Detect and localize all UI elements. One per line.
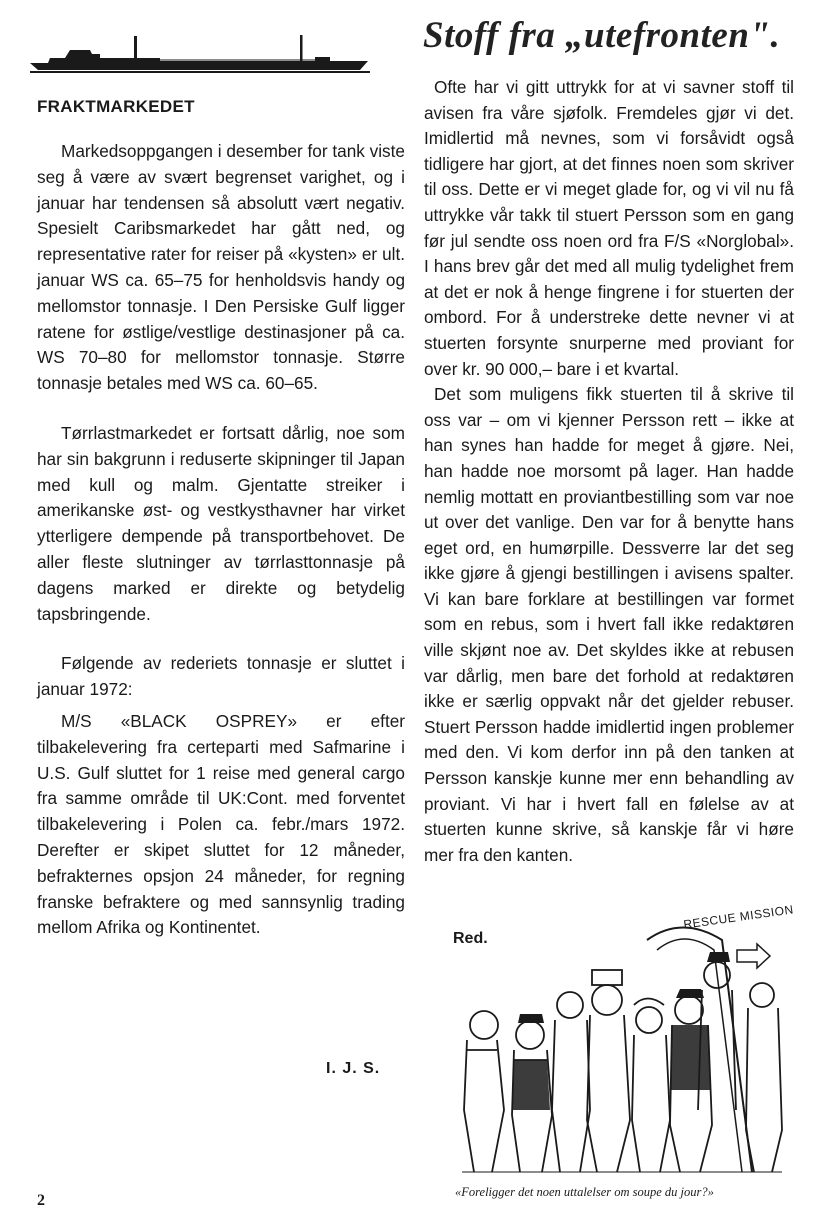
left-column xyxy=(37,97,405,941)
rescue-mission-sign: RESCUE MISSION xyxy=(682,902,795,932)
signature-ijs: I. J. S. xyxy=(326,1060,381,1077)
paragraph-letters: Ofte har vi gitt uttrykk for at vi savner stoff til avisen fra våre sjøfolk. Fremdeles gjør vi det. Imidlertid må nevnes, som vi forsåvidt også tidligere har gjort, at det finnes noen som skriver til oss. Dette er vi meget glade for, og vi vil nu få uttrykke vår takk til stuert Persson som en gang før jul sendte oss noen ord fra F/S «Norglobal». I hans brev går det med all mulig tydelighet frem at det er nok å henge fingrene i for stuerten der ombord. For å understreke dette nevner vi at stuerten forsynte snurperne med proviant for over kr. 90 000,– bare i et kvartal. xyxy=(424,77,794,379)
paragraph-tank-market: Markedsoppgangen i desember for tank viste seg å være av svært begrenset varighet, og i januar har tendensen så absolutt vært negativ. Spesielt Caribsmarkedet har gått ned, og representative rater for reiser på «kysten» er ult. januar WS ca. 65–75 for henholdsvis handy og mellomstor tonnasje. I Den Persiske Gulf ligger ratene for østlige/vestlige destinasjoner på ca. WS 70–80 for mellomstor tonnasje. Større tonnasje betales med WS ca. 60–65. xyxy=(37,141,405,394)
cartoon-caption: «Foreligger det noen uttalelser om soupe du jour?» xyxy=(455,1185,714,1199)
cartoon-illustration xyxy=(452,910,792,1182)
ship-illustration xyxy=(30,30,370,75)
paragraph-fixtures-intro: Følgende av rederiets tonnasje er sluttet i januar 1972: xyxy=(37,653,405,700)
paragraph-dry-cargo: Tørrlastmarkedet er fortsatt dårlig, noe som har sin bakgrunn i reduserte skipninger til Japan med kull og malm. Gjentatte streiker i amerikanske øst- og vestkysthavner har virket ytterligere dempende på transportbehovet. De aller fleste slutninger av tørrlasttonnasje på dagens marked er direkte og betydelig tapsbringende. xyxy=(37,422,405,624)
page-number: 2 xyxy=(37,1192,45,1209)
feature-title: Stoff fra „utefronten". xyxy=(423,15,781,56)
right-column xyxy=(424,75,794,868)
paragraph-black-osprey: M/S «BLACK OSPREY» er efter tilbakelevering fra certeparti med Safmarine i U.S. Gulf sluttet for 1 reise med general cargo fra samme område til UK:Cont. med forventet tilbakelevering i Polen ca. febr./mars 1972. Derefter er skipet sluttet for 12 måneder, befrakternes opsjon 24 måneder, for regning franske befraktere og med sannsynlig trading mellom Afrika og Kontinentet. xyxy=(37,710,405,938)
paragraph-rebus: Det som muligens fikk stuerten til å skrive til oss var – om vi kjenner Persson rett – ikke at han synes han hadde for meget å gjøre. Nei, han hadde noe morsomt på lager. Han hadde nemlig mottatt en proviantbestilling som var noe ut over det vanlige. Den var for å benytte hans eget ord, en humørpille. Dessverre lar det seg ikke gjøre å gjengi bestillingen i avisens spalter. Vi kan bare forklare at bestillingen var formet som en rebus, som i hvert fall ikke redaktøren ville skjønt noe av. Det skyldes ikke at rebusen var dårlig, men bare det forhold at redaktøren ikke er særlig oppvakt når det gjelder rebuser. Stuert Persson hadde imidlertid ingen problemer med den. Vi kom derfor inn på den tanken at Persson kanskje kunne mer enn behandling av proviant. Vi har i hvert fall en følelse av at stuerten kunne skrive, så kanskje får vi høre mer fra den kanten. xyxy=(424,384,794,865)
signature-red: Red. xyxy=(453,930,488,947)
section-heading: FRAKTMARKEDET xyxy=(37,97,195,116)
